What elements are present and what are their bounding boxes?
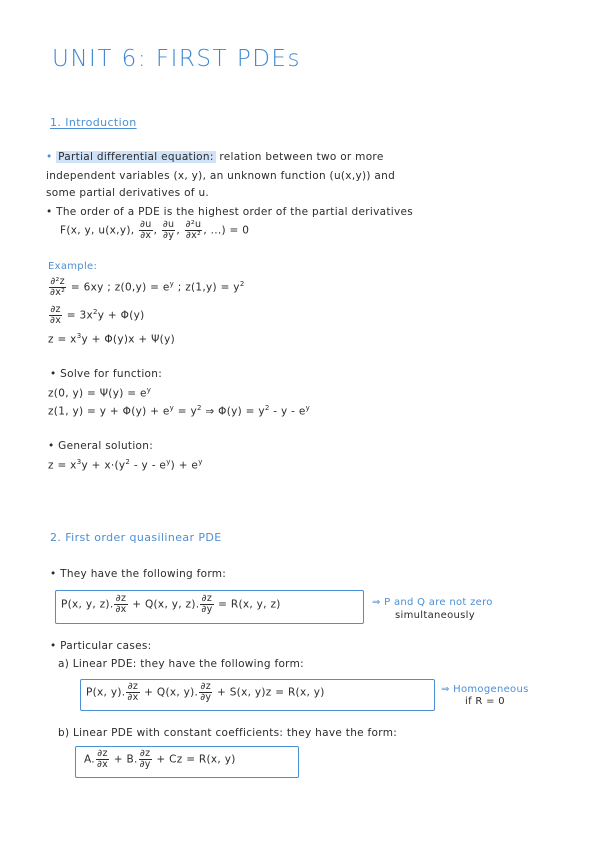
example-equation-3: $z = x^3y + \Phi(y)x + \Psi(y)$	[48, 332, 175, 346]
solve-line-1: z(0, $y) = \Psi(y) = e^y$	[48, 386, 152, 400]
general-solution-label: • General solution:	[48, 440, 154, 452]
fraction: $\frac{\text{∂²u}}{\text{∂x²}}$	[185, 219, 202, 241]
fraction: $\frac{\partial u}{\partial x}$	[140, 219, 152, 241]
definition-line-1: • Partial differential equation: relation between two or more	[46, 151, 384, 163]
order-line: • The order of a PDE is the highest order of the partial derivatives	[46, 206, 414, 218]
example-equation-1: $\frac{\text{∂²z}}{\text{∂x²}}$ = 6xy ; $z(0,y) = e^y$ ; $z(1,y) = y^2$	[50, 276, 245, 298]
solve-line-2: z(1, $y) = y + \Phi(y) + e^y = y^2$ ⇒ $\Phi(y) = y^2 - y - e^y$	[48, 404, 311, 418]
example-label: Example:	[48, 261, 98, 272]
constant-coeff-equation: A. $\frac{\partial z}{\partial x}$ + B. $\frac{\partial z}{\partial y}$ + Cz = R(x, y)	[84, 748, 236, 770]
order-formula: F(x, y, u(x,y), $\frac{\partial u}{\partial x}$ , $\frac{\partial u}{\partial y}$ , $\frac{\text{∂²u}}{\text{∂x²}}$ , ...) = 0	[60, 219, 250, 241]
section-2-heading: 2. First order quasilinear PDE	[50, 531, 222, 544]
note-1-line-2: simultaneously	[395, 610, 475, 621]
case-b-label: b) Linear PDE with constant coefficients: they have the form:	[58, 727, 398, 739]
general-form-equation: P(x, y, z). $\frac{\partial z}{\partial x}$ + Q(x, y, z). $\frac{\partial z}{\partial y}$ = R(x, y, z)	[61, 593, 281, 615]
form-label: • They have the following form:	[50, 568, 227, 580]
note-1: ⇒ P and Q are not zero	[372, 597, 493, 608]
note-2-line-2: if R = 0	[465, 696, 505, 707]
definition-line-3: some partial derivatives of u.	[46, 187, 210, 199]
general-solution: $z = x^3y + x\cdot(y^2 - y - e^y) + e^y$	[48, 458, 203, 472]
definition-term: Partial differential equation:	[58, 151, 214, 163]
definition-line-2: independent variables (x, y), an unknown function (u(x,y)) and	[46, 170, 396, 182]
case-a-label: a) Linear PDE: they have the following form:	[58, 658, 304, 670]
note-2: ⇒ Homogeneous	[441, 684, 529, 695]
page-title: UNIT 6: FIRST PDEs	[52, 46, 301, 72]
example-equation-2: $\frac{\partial z}{\partial x}$ = $3x^2y + \Phi(y)$	[50, 304, 145, 326]
fraction: $\frac{\partial u}{\partial y}$	[162, 219, 175, 241]
linear-form-equation: P(x, y). $\frac{\partial z}{\partial x}$ + Q(x, y). $\frac{\partial z}{\partial y}$ + S(x, y)z = R(x, y)	[86, 681, 325, 703]
cases-label: • Particular cases:	[50, 640, 152, 652]
solve-label: • Solve for function:	[50, 368, 163, 380]
section-1-heading: 1. Introduction	[50, 116, 137, 129]
